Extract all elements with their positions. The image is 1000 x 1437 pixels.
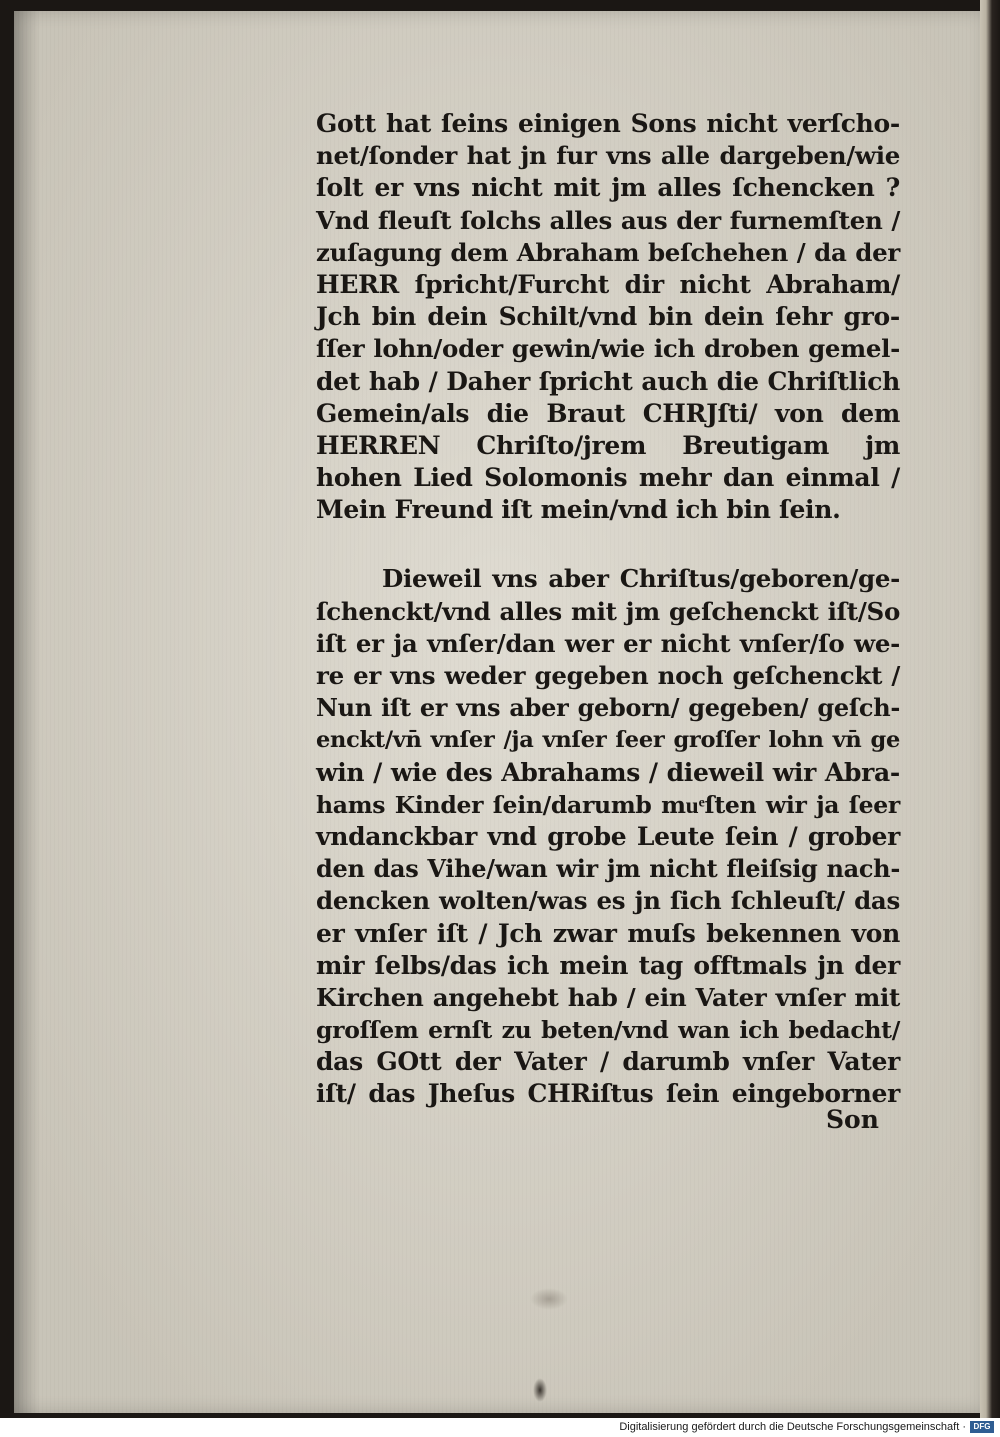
text-line: er vnſer iſt / Jch zwar muſs bekennen von xyxy=(316,918,900,948)
text-line: det hab / Daher ſpricht auch die Chriſtlich xyxy=(316,366,900,396)
text-line: Vnd fleuſt ſolchs alles aus der furnemſten / xyxy=(316,205,900,235)
paper-stain xyxy=(530,1288,568,1310)
text-line: HERR ſpricht/Furcht dir nicht Abraham/ xyxy=(316,269,900,299)
footer-credit: Digitalisierung gefördert durch die Deutsche Forschungsgemeinschaft · xyxy=(619,1421,966,1433)
text-line: iſt er ja vnſer/dan wer er nicht vnſer/ſo we‑ xyxy=(316,628,900,658)
catchword: Son xyxy=(826,1105,879,1134)
text-line: vndanckbar vnd grobe Leute ſein / grober xyxy=(316,821,900,851)
text-line: win / wie des Abrahams / dieweil wir Abra‑ xyxy=(316,757,900,787)
text-line: ſchenckt/vnd alles mit jm geſchenckt iſt/So xyxy=(316,596,900,626)
page-text-block xyxy=(316,108,900,1111)
dfg-logo-icon: DFG xyxy=(970,1421,994,1433)
text-line: enckt/vn̄ vnſer /ja vnſer ſeer groſſer lohn vn̄ ge xyxy=(316,727,900,754)
text-line: Nun iſt er vns aber geborn/ gegeben/ geſch‑ xyxy=(316,693,900,723)
page-gutter-shadow xyxy=(14,11,40,1413)
text-line: den das Vihe/wan wir jm nicht fleiſsig nach‑ xyxy=(316,854,900,884)
text-line: das GOtt der Vater / darumb vnſer Vater xyxy=(316,1047,900,1077)
text-line: iſt/ das Jheſus CHRiſtus ſein eingeborner xyxy=(316,1079,900,1109)
text-line: HERREN Chriſto/jrem Breutigam jm xyxy=(316,430,900,460)
text-line: Mein Freund iſt mein/vnd ich bin ſein. xyxy=(316,495,841,525)
paragraph-2 xyxy=(316,563,900,1110)
text-line: groſſem ernſt zu beten/vnd wan ich bedacht/ xyxy=(316,1016,900,1045)
text-line: ſſer lohn/oder gewin/wie ich droben gemel‑ xyxy=(316,334,900,364)
text-line: net/ſonder hat jn fur vns alle dargeben/wie xyxy=(316,141,900,171)
paragraph-gap xyxy=(316,526,900,563)
text-line: hohen Lied Solomonis mehr dan einmal / xyxy=(316,463,900,493)
page-edge xyxy=(980,0,1000,1418)
text-line: Dieweil vns aber Chriſtus/geboren/ge‑ xyxy=(382,564,900,594)
text-line: zuſagung dem Abraham beſchehen / da der xyxy=(316,237,900,267)
text-line: ſolt er vns nicht mit jm alles ſchencken ? xyxy=(316,173,900,203)
text-line: dencken wolten/was es jn ſich ſchleuſt/ das xyxy=(316,886,900,916)
paragraph-1 xyxy=(316,108,900,526)
text-line: hams Kinder ſein/darumb muͤſten wir ja ſeer xyxy=(316,790,900,819)
ink-blot xyxy=(533,1378,547,1402)
text-line: re er vns weder gegeben noch geſchenckt / xyxy=(316,661,900,690)
text-line: Kirchen angehebt hab / ein Vater vnſer mit xyxy=(316,982,900,1012)
text-line: Gemein/als die Braut CHRJſti/ von dem xyxy=(316,398,900,428)
text-line: mir ſelbs/das ich mein tag offtmals jn der xyxy=(316,950,900,980)
text-line: Gott hat ſeins einigen Sons nicht verſcho‑ xyxy=(316,109,900,138)
text-line: Jch bin dein Schilt/vnd bin dein ſehr gro‑ xyxy=(316,302,900,332)
